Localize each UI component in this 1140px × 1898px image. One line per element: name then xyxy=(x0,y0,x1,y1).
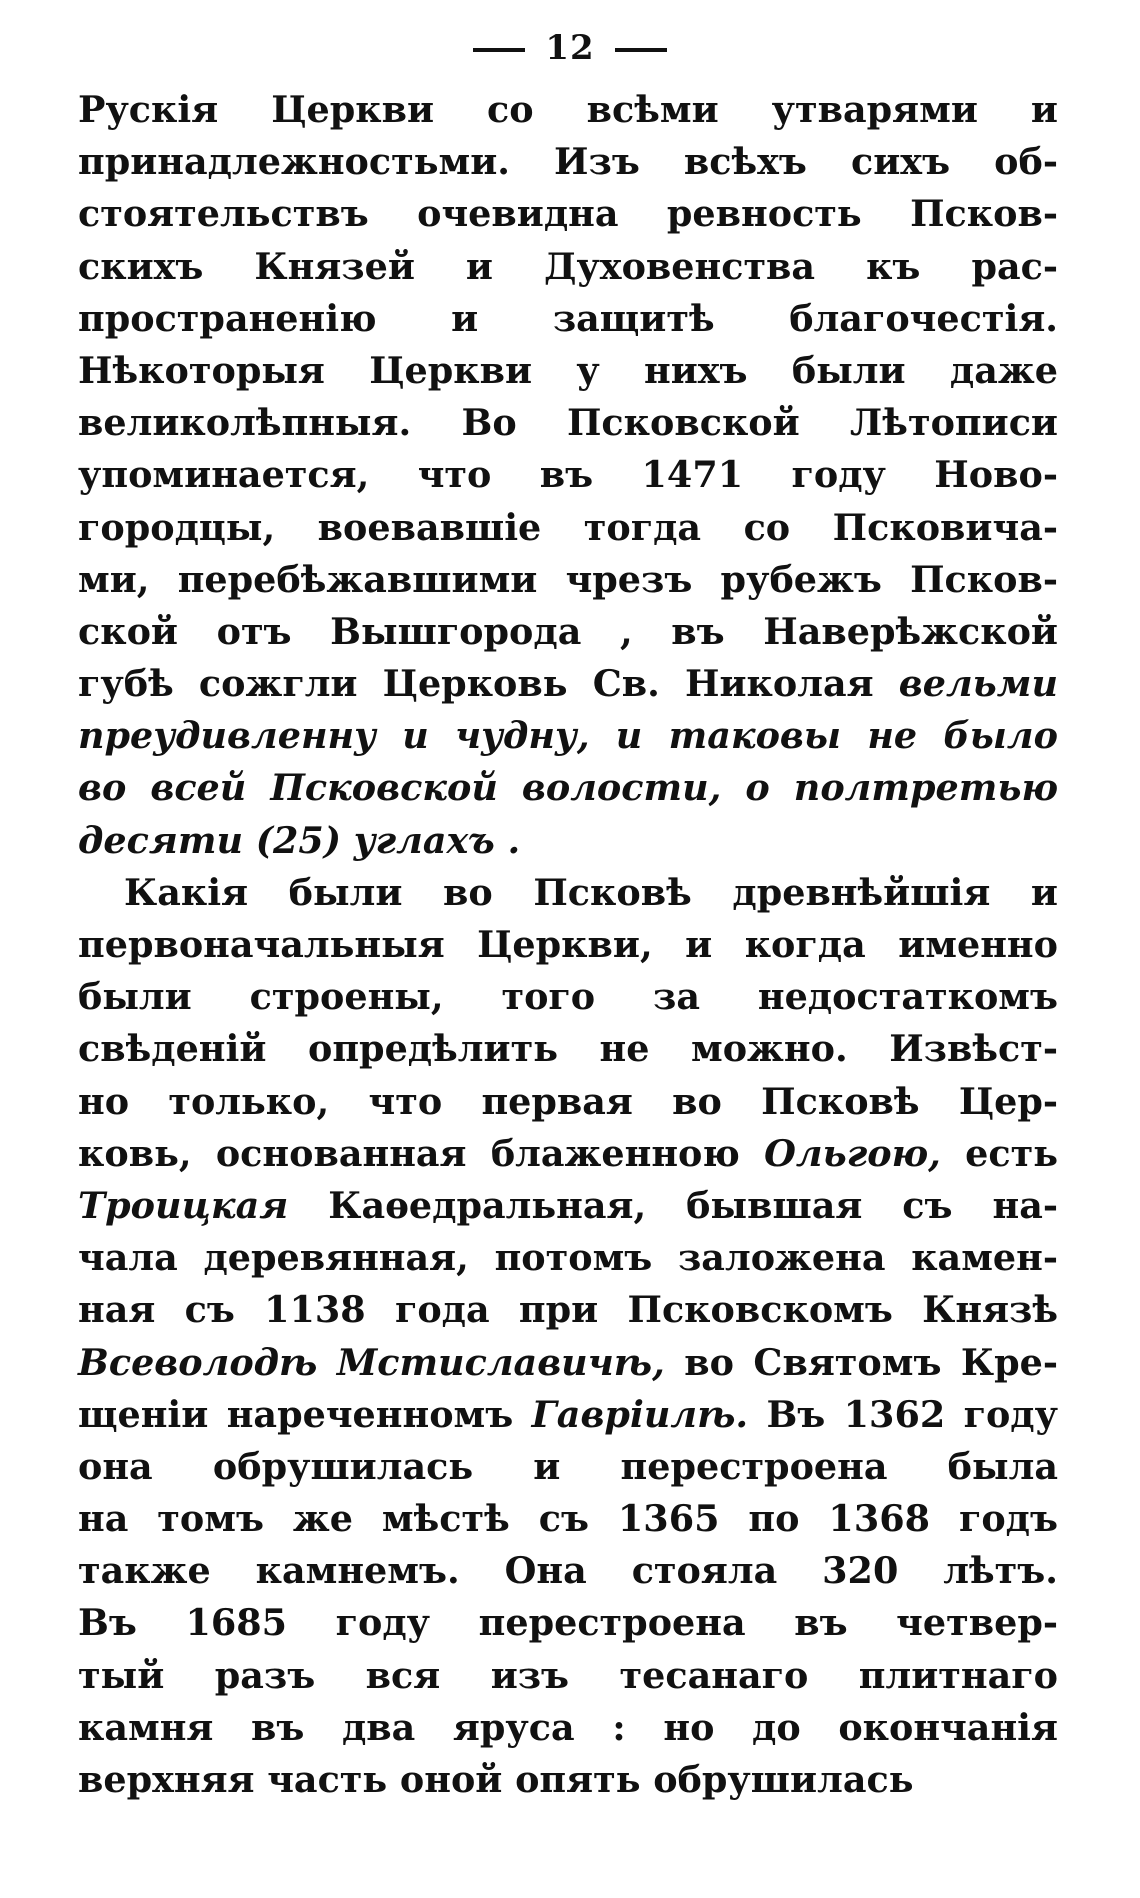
header-dash-left xyxy=(473,48,525,52)
text-segment: губѣ сожгли Церковь Св. Николая xyxy=(78,662,899,706)
text-line xyxy=(78,658,1058,710)
text-line xyxy=(78,449,1058,501)
page-number: 12 xyxy=(545,28,595,68)
italic-quote-segment: десяти (25) углахъ . xyxy=(78,818,521,862)
italic-quote-segment: Всеволодѣ Мстиславичѣ, xyxy=(78,1340,665,1384)
text-line xyxy=(78,345,1058,397)
text-segment: великолѣпныя. Во Псковской Лѣтописи xyxy=(78,401,1058,445)
text-segment: она обрушилась и перестроена была xyxy=(78,1444,1058,1488)
text-segment: но только, что первая во Псковѣ Цер- xyxy=(78,1079,1058,1123)
text-segment: принадлежностьми. Изъ всѣхъ сихъ об- xyxy=(78,140,1058,184)
text-segment: Какія были во Псковѣ древнѣйшія и xyxy=(124,870,1058,914)
text-line xyxy=(78,1284,1058,1336)
text-segment: чала деревянная, потомъ заложена камен- xyxy=(78,1236,1058,1280)
text-segment: щеніи нареченномъ xyxy=(78,1392,532,1436)
text-segment: также камнемъ. Она стояла 320 лѣтъ. xyxy=(78,1549,1058,1593)
text-segment: тый разъ вся изъ тесанаго плитнаго xyxy=(78,1653,1058,1697)
text-line xyxy=(78,1389,1058,1441)
text-line xyxy=(78,919,1058,971)
text-line xyxy=(78,1441,1058,1493)
italic-quote-segment: Гавріилѣ. xyxy=(531,1392,749,1436)
text-line xyxy=(78,1650,1058,1702)
italic-quote-segment: во всей Псковской волости, о полтретью xyxy=(78,766,1058,810)
text-line xyxy=(78,1232,1058,1284)
text-segment: ми, перебѣжавшими чрезъ рубежъ Псков- xyxy=(78,557,1058,601)
text-segment: были строены, того за недостаткомъ xyxy=(78,975,1058,1019)
text-line xyxy=(78,1076,1058,1128)
text-segment: есть xyxy=(940,1131,1059,1175)
text-segment: ской отъ Вышгорода , въ Наверѣжской xyxy=(78,609,1058,653)
text-line xyxy=(78,136,1058,188)
text-line xyxy=(78,1702,1058,1754)
italic-quote-segment: Ольгою, xyxy=(764,1131,941,1175)
text-line xyxy=(78,762,1058,814)
text-segment: на томъ же мѣстѣ съ 1365 по 1368 годъ xyxy=(78,1497,1058,1541)
text-segment: свѣденій опредѣлить не можно. Извѣст- xyxy=(78,1027,1058,1071)
text-segment: верхняя часть оной опять обрушилась xyxy=(78,1758,914,1801)
text-line xyxy=(78,1545,1058,1597)
text-segment: ковь, основанная блаженною xyxy=(78,1131,765,1175)
paragraph xyxy=(78,867,1058,1806)
text-segment: пространенію и защитѣ благочестія. xyxy=(78,296,1058,340)
text-segment: стоятельствъ очевидна ревность Псков- xyxy=(78,192,1058,236)
text-line xyxy=(78,293,1058,345)
text-line xyxy=(78,397,1058,449)
text-line xyxy=(78,241,1058,293)
text-line xyxy=(78,710,1058,762)
text-line xyxy=(78,606,1058,658)
text-line xyxy=(78,1337,1058,1389)
text-line xyxy=(78,1493,1058,1545)
text-line xyxy=(78,815,1058,867)
text-segment: упоминается, что въ 1471 году Ново- xyxy=(78,453,1058,497)
text-segment: первоначальныя Церкви, и когда именно xyxy=(78,923,1058,966)
page-header xyxy=(0,28,1140,68)
body-text xyxy=(78,84,1058,1806)
text-line xyxy=(78,502,1058,554)
text-segment: Каѳедральная, бывшая съ на- xyxy=(288,1183,1058,1227)
italic-quote-segment: преудивленну и чудну, и таковы не было xyxy=(78,714,1058,758)
text-segment: Въ 1362 году xyxy=(748,1392,1058,1436)
text-segment: Рускія Церкви со всѣми утварями и xyxy=(78,88,1058,131)
paragraph xyxy=(78,84,1058,867)
text-segment: во Святомъ Кре- xyxy=(664,1340,1058,1384)
text-line xyxy=(78,188,1058,240)
text-line xyxy=(78,971,1058,1023)
text-line xyxy=(78,1180,1058,1232)
text-segment: Нѣкоторыя Церкви у нихъ были даже xyxy=(78,348,1058,392)
text-line xyxy=(78,1754,1058,1806)
text-segment: городцы, воевавшіе тогда со Псковича- xyxy=(78,505,1058,549)
text-line xyxy=(78,1023,1058,1075)
text-segment: Въ 1685 году перестроена въ четвер- xyxy=(78,1601,1058,1645)
text-segment: скихъ Князей и Духовенства къ рас- xyxy=(78,244,1058,288)
header-dash-right xyxy=(615,48,667,52)
text-segment: ная съ 1138 года при Псковскомъ Князѣ xyxy=(78,1288,1058,1332)
text-line xyxy=(78,867,1058,919)
text-segment: камня въ два яруса : но до окончанія xyxy=(78,1705,1058,1749)
text-line xyxy=(78,1128,1058,1180)
text-line xyxy=(78,84,1058,136)
text-line xyxy=(78,554,1058,606)
italic-quote-segment: Троицкая xyxy=(78,1183,289,1227)
text-line xyxy=(78,1597,1058,1649)
italic-quote-segment: вельми xyxy=(898,662,1058,706)
